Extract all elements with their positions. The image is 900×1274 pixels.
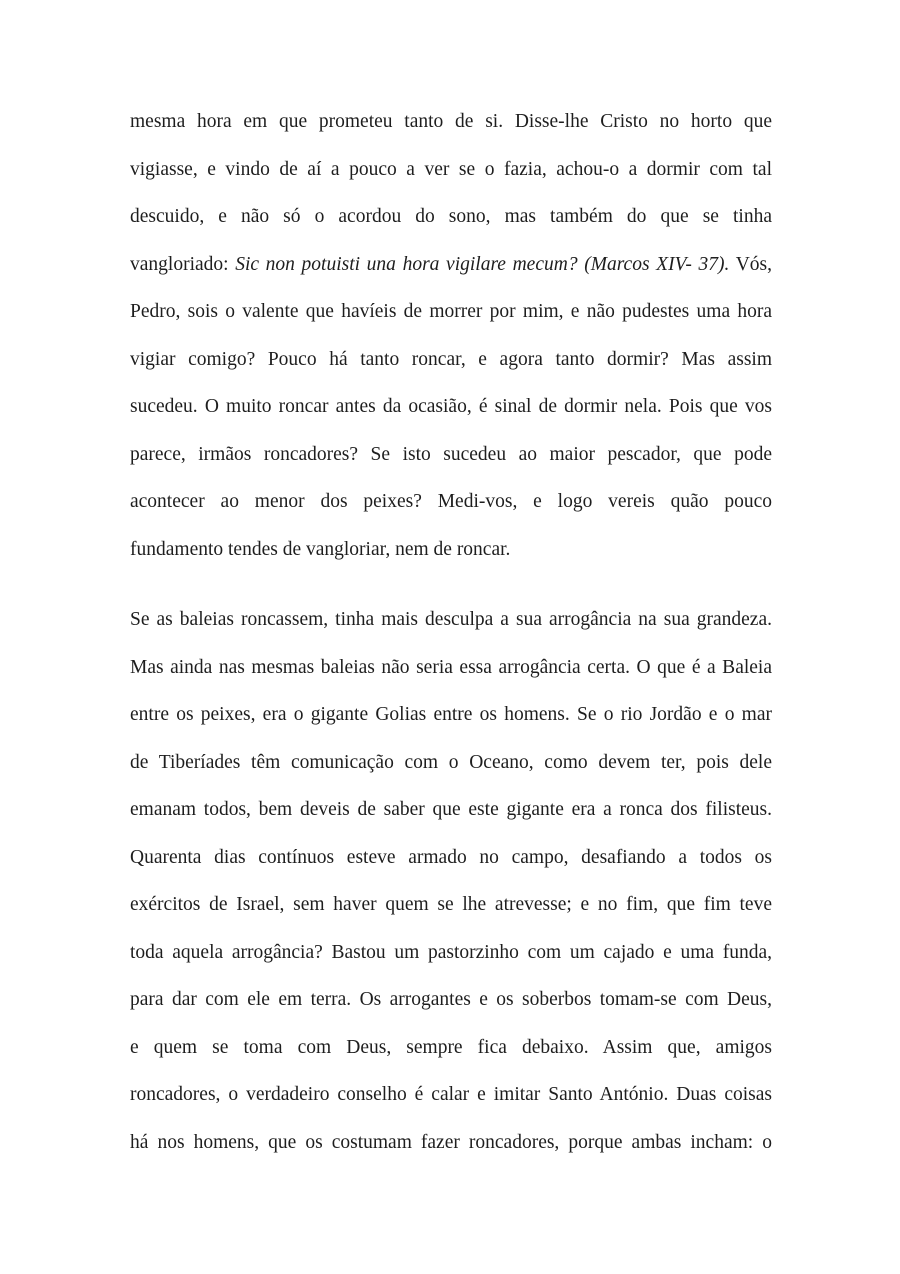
text-line: vangloriado: Sic non potuisti una hora vigilare mecum? (Marcos XIV- 37). Vós, bbox=[130, 253, 772, 275]
text-line: exércitos de Israel, sem haver quem se lhe atrevesse; e no fim, que fim teve bbox=[130, 894, 772, 915]
text-line: emanam todos, bem deveis de saber que este gigante era a ronca dos filisteus. bbox=[130, 799, 772, 820]
paragraph-2 bbox=[130, 596, 772, 1166]
text-line: descuido, e não só o acordou do sono, mas também do que se tinha bbox=[130, 206, 772, 227]
text-line: parece, irmãos roncadores? Se isto sucedeu ao maior pescador, que pode bbox=[130, 443, 772, 465]
text-line: mesma hora em que prometeu tanto de si. Disse-lhe Cristo no horto que bbox=[130, 111, 772, 132]
document-page bbox=[130, 98, 772, 1166]
text-line: toda aquela arrogância? Bastou um pastorzinho com um cajado e uma funda, bbox=[130, 941, 772, 963]
text-line: vigiasse, e vindo de aí a pouco a ver se o fazia, achou-o a dormir com tal bbox=[130, 158, 772, 180]
text-line: vigiar comigo? Pouco há tanto roncar, e agora tanto dormir? Mas assim bbox=[130, 348, 772, 370]
paragraph-1 bbox=[130, 98, 772, 573]
text-line: sucedeu. O muito roncar antes da ocasião, é sinal de dormir nela. Pois que vos bbox=[130, 396, 772, 417]
text-line: Quarenta dias contínuos esteve armado no campo, desafiando a todos os bbox=[130, 846, 772, 868]
text-line: fundamento tendes de vangloriar, nem de roncar. bbox=[130, 538, 511, 560]
text-line: acontecer ao menor dos peixes? Medi-vos, e logo vereis quão pouco bbox=[130, 491, 772, 512]
text-line: para dar com ele em terra. Os arrogantes e os soberbos tomam-se com Deus, bbox=[130, 989, 772, 1010]
text-line: roncadores, o verdadeiro conselho é calar e imitar Santo António. Duas coisas bbox=[130, 1084, 772, 1105]
text-line: entre os peixes, era o gigante Golias entre os homens. Se o rio Jordão e o mar bbox=[130, 704, 772, 725]
latin-quotation: Sic non potuisti una hora vigilare mecum? (Marcos XIV- 37). bbox=[235, 253, 730, 275]
text-line: Pedro, sois o valente que havíeis de morrer por mim, e não pudestes uma hora bbox=[130, 301, 772, 322]
text-line: de Tiberíades têm comunicação com o Oceano, como devem ter, pois dele bbox=[130, 751, 772, 773]
text-line: Se as baleias roncassem, tinha mais desculpa a sua arrogância na sua grandeza. bbox=[130, 609, 772, 630]
text-line: Mas ainda nas mesmas baleias não seria essa arrogância certa. O que é a Baleia bbox=[130, 656, 772, 678]
text-line: há nos homens, que os costumam fazer roncadores, porque ambas incham: o bbox=[130, 1131, 772, 1153]
text-line: e quem se toma com Deus, sempre fica debaixo. Assim que, amigos bbox=[130, 1036, 772, 1058]
